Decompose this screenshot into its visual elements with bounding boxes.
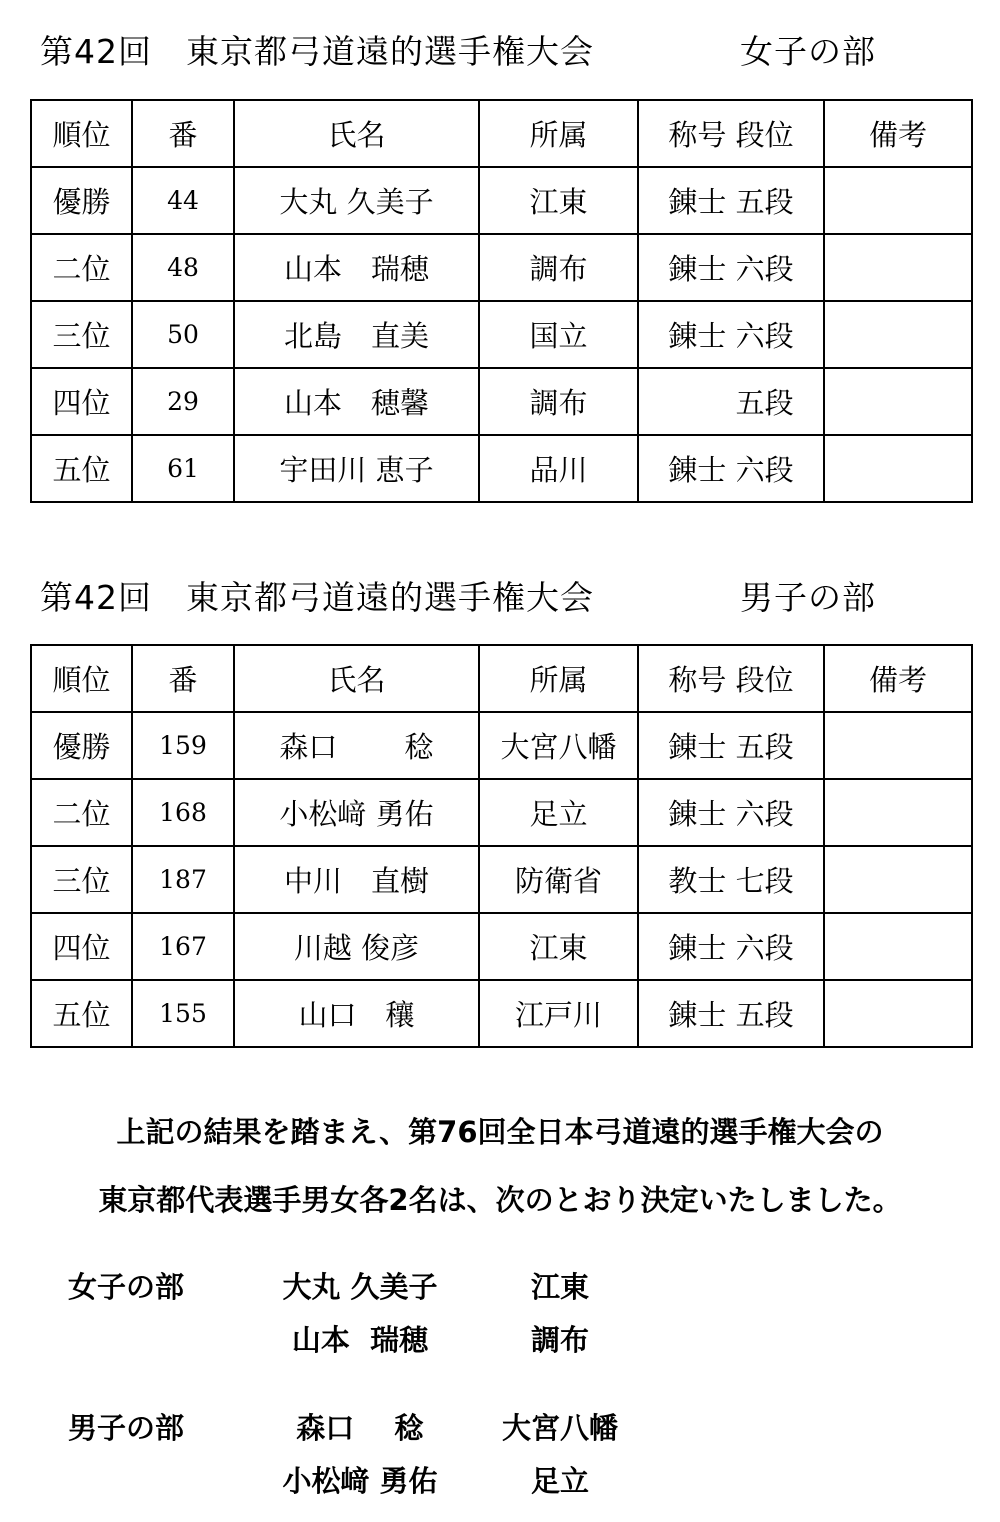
- men-competition-title: 第42回 東京都弓道遠的選手権大会: [40, 578, 594, 617]
- table-header-row: [31, 645, 972, 712]
- note-cell: [824, 167, 972, 234]
- grade-cell: 五段: [638, 368, 824, 435]
- rep-women-affiliation-1: 江東: [530, 1270, 589, 1304]
- number-cell: 159: [132, 712, 234, 779]
- men-division-label: 男子の部: [740, 578, 876, 617]
- women-results-table: [30, 99, 973, 503]
- note-cell: [824, 435, 972, 502]
- number-cell: 167: [132, 913, 234, 980]
- affiliation-cell: 江戸川: [479, 980, 638, 1047]
- name-cell: 小松﨑 勇佑: [234, 779, 479, 846]
- table-row: [31, 712, 972, 779]
- name-cell: 川越 俊彦: [234, 913, 479, 980]
- affiliation-cell: 品川: [479, 435, 638, 502]
- number-cell: 48: [132, 234, 234, 301]
- name-cell: 山本 穂馨: [234, 368, 479, 435]
- affiliation-cell: 足立: [479, 779, 638, 846]
- rep-men-label: 男子の部: [68, 1411, 185, 1445]
- number-cell: 187: [132, 846, 234, 913]
- rank-cell: 二位: [31, 779, 132, 846]
- rank-cell: 二位: [31, 234, 132, 301]
- header-name: 氏名: [234, 645, 479, 712]
- grade-cell: 錬士 六段: [638, 301, 824, 368]
- grade-cell: 錬士 六段: [638, 913, 824, 980]
- table-row: [31, 301, 972, 368]
- rep-women-name-1: 大丸 久美子: [282, 1270, 438, 1304]
- number-cell: 29: [132, 368, 234, 435]
- notice-line-1: 上記の結果を踏まえ、第76回全日本弓道遠的選手権大会の: [116, 1115, 884, 1149]
- rep-men-name-1: 森口 稔: [296, 1411, 424, 1445]
- table-row: [31, 980, 972, 1047]
- affiliation-cell: 調布: [479, 234, 638, 301]
- header-note: 備考: [824, 100, 972, 167]
- header-affiliation: 所属: [479, 100, 638, 167]
- name-cell: 山本 瑞穂: [234, 234, 479, 301]
- notice-line-2: 東京都代表選手男女各2名は、次のとおり決定いたしました。: [98, 1183, 902, 1217]
- affiliation-cell: 調布: [479, 368, 638, 435]
- number-cell: 44: [132, 167, 234, 234]
- women-division-label: 女子の部: [740, 32, 876, 71]
- table-row: [31, 167, 972, 234]
- header-affiliation: 所属: [479, 645, 638, 712]
- header-name: 氏名: [234, 100, 479, 167]
- rank-cell: 三位: [31, 301, 132, 368]
- number-cell: 50: [132, 301, 234, 368]
- note-cell: [824, 913, 972, 980]
- note-cell: [824, 712, 972, 779]
- affiliation-cell: 防衛省: [479, 846, 638, 913]
- header-grade: 称号 段位: [638, 645, 824, 712]
- rank-cell: 五位: [31, 435, 132, 502]
- table-row: [31, 368, 972, 435]
- grade-cell: 錬士 五段: [638, 167, 824, 234]
- name-cell: 北島 直美: [234, 301, 479, 368]
- grade-cell: 錬士 五段: [638, 980, 824, 1047]
- name-cell: 宇田川 恵子: [234, 435, 479, 502]
- number-cell: 168: [132, 779, 234, 846]
- rank-cell: 三位: [31, 846, 132, 913]
- note-cell: [824, 779, 972, 846]
- grade-cell: 錬士 六段: [638, 234, 824, 301]
- affiliation-cell: 江東: [479, 913, 638, 980]
- affiliation-cell: 江東: [479, 167, 638, 234]
- table-row: [31, 846, 972, 913]
- rep-women-name-2: 山本 瑞穂: [291, 1323, 429, 1357]
- grade-cell: 教士 七段: [638, 846, 824, 913]
- rank-cell: 四位: [31, 368, 132, 435]
- women-competition-title: 第42回 東京都弓道遠的選手権大会: [40, 32, 594, 71]
- name-cell: 大丸 久美子: [234, 167, 479, 234]
- number-cell: 61: [132, 435, 234, 502]
- rank-cell: 四位: [31, 913, 132, 980]
- name-cell: 山口 穰: [234, 980, 479, 1047]
- header-note: 備考: [824, 645, 972, 712]
- grade-cell: 錬士 六段: [638, 779, 824, 846]
- grade-cell: 錬士 五段: [638, 712, 824, 779]
- women-section-title: [40, 26, 940, 76]
- header-grade: 称号 段位: [638, 100, 824, 167]
- rank-cell: 優勝: [31, 167, 132, 234]
- table-row: [31, 779, 972, 846]
- table-row: [31, 435, 972, 502]
- rep-men-affiliation-1: 大宮八幡: [501, 1411, 618, 1445]
- name-cell: 中川 直樹: [234, 846, 479, 913]
- rep-women-affiliation-2: 調布: [530, 1323, 589, 1357]
- note-cell: [824, 234, 972, 301]
- men-results-table: [30, 644, 973, 1048]
- men-section-title: [40, 572, 940, 622]
- note-cell: [824, 980, 972, 1047]
- number-cell: 155: [132, 980, 234, 1047]
- affiliation-cell: 大宮八幡: [479, 712, 638, 779]
- name-cell: 森口 稔: [234, 712, 479, 779]
- rank-cell: 五位: [31, 980, 132, 1047]
- rep-women-label: 女子の部: [68, 1270, 185, 1304]
- header-rank: 順位: [31, 645, 132, 712]
- grade-cell: 錬士 六段: [638, 435, 824, 502]
- rep-men-affiliation-2: 足立: [530, 1464, 589, 1498]
- affiliation-cell: 国立: [479, 301, 638, 368]
- header-rank: 順位: [31, 100, 132, 167]
- rank-cell: 優勝: [31, 712, 132, 779]
- table-row: [31, 234, 972, 301]
- note-cell: [824, 368, 972, 435]
- note-cell: [824, 846, 972, 913]
- note-cell: [824, 301, 972, 368]
- table-row: [31, 913, 972, 980]
- header-number: 番: [132, 645, 234, 712]
- table-header-row: [31, 100, 972, 167]
- rep-men-name-2: 小松﨑 勇佑: [282, 1464, 438, 1498]
- header-number: 番: [132, 100, 234, 167]
